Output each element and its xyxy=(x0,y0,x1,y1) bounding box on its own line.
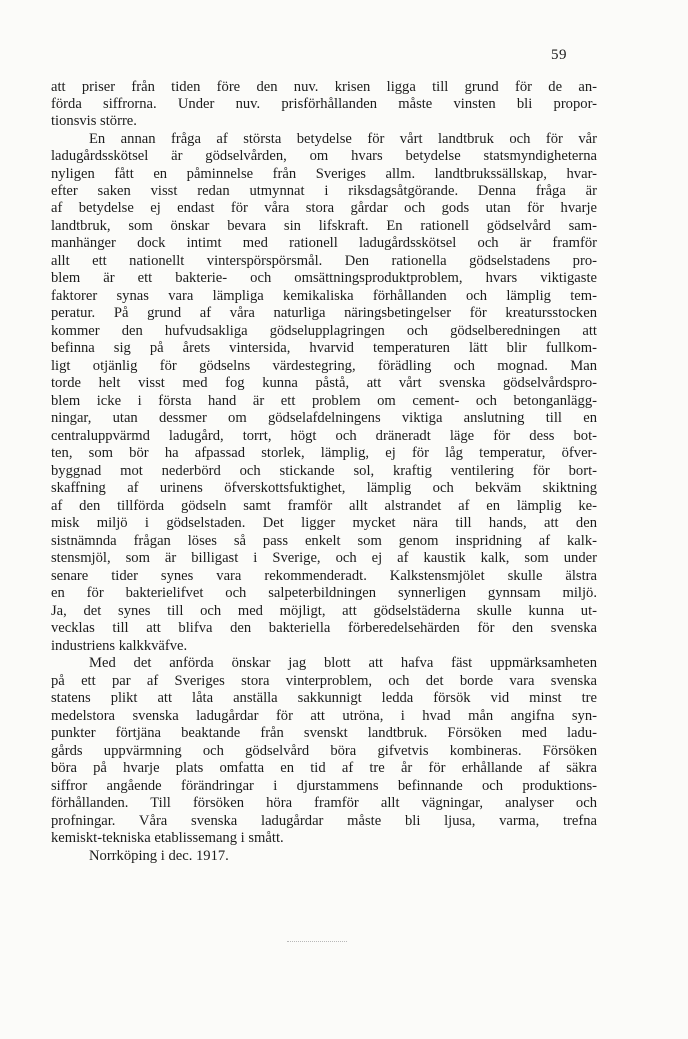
text-line: af den tillförda gödseln samt framför allt alstrandet af en lämplig ke- xyxy=(51,498,597,514)
page-number: 59 xyxy=(551,47,567,63)
text-line: vecklas till att blifva den bakteriella förberedelsehärden för den svenska xyxy=(51,620,597,636)
text-line: stensmjöl, som är billigast i Sverige, och ej af kaustik kalk, som under xyxy=(51,550,597,566)
text-line: nyligen fått en påminnelse från Sveriges allm. landtbrukssällskap, hvar- xyxy=(51,166,597,182)
text-line: manhänger dock intimt med rationell ladugårdsskötsel och är framför xyxy=(51,235,597,251)
text-line: punkter förtjäna beaktande från svenskt landtbruk. Försöken med ladu- xyxy=(51,725,597,741)
text-line: statens plikt att låta anställa sakkunnigt ledda försök vid minst tre xyxy=(51,690,597,706)
text-line: efter saken visst redan utmynnat i riksdagsåtgörande. Denna fråga är xyxy=(51,183,597,199)
text-line: profningar. Våra svenska ladugårdar måste bli ljusa, varma, trefna xyxy=(51,813,597,829)
text-line: peratur. På grund af våra naturliga näringsbetingelser för kreatursstocken xyxy=(51,305,597,321)
text-line: på ett par af Sveriges stora vinterproblem, och det borde vara svenska xyxy=(51,673,597,689)
text-line: gårds uppvärmning och gödselvård böra gifvetvis kombineras. Försöken xyxy=(51,743,597,759)
text-line: misk miljö i gödselstaden. Det ligger mycket nära till hands, att den xyxy=(51,515,597,531)
text-line: centraluppvärmd ladugård, torrt, högt och dräneradt läge för dess bot- xyxy=(51,428,597,444)
text-line: böra på hvarje plats omfatta en tid af tre år för erhållande af säkra xyxy=(51,760,597,776)
text-line: ten, som bör ha afpassad storlek, lämplig, ej för låg temperatur, öfver- xyxy=(51,445,597,461)
text-line: industriens kalkkväfve. xyxy=(51,638,188,654)
text-line: kommer den hufvudsakliga gödselupplagringen och gödselberedningen att xyxy=(51,323,597,339)
text-line: skaffning af urinens öfverskottsfuktighet, lämplig och bekväm skiktning xyxy=(51,480,597,496)
text-line: ladugårdsskötsel är gödselvården, om hvars betydelse statsmyndigheterna xyxy=(51,148,597,164)
text-line: ligt otjänlig för gödselns värdestegring, förädling och mognad. Man xyxy=(51,358,597,374)
text-line: tionsvis större. xyxy=(51,113,137,129)
text-line: torde helt visst med fog kunna påstå, att vårt svenska gödselvårdspro- xyxy=(51,375,597,391)
text-line: kemiskt-tekniska etablissemang i smått. xyxy=(51,830,284,846)
text-line: förhållanden. Till försöken höra framför allt vägningar, analyser och xyxy=(51,795,597,811)
paragraph-start: En annan fråga af största betydelse för vårt landtbruk och för vår xyxy=(89,131,597,147)
text-line: en för bakterielifvet och salpeterbildningen synnerligen gynnsam miljö. xyxy=(51,585,597,601)
text-line: senare tider synes vara rekommenderadt. Kalkstensmjölet skulle älstra xyxy=(51,568,597,584)
divider xyxy=(287,941,347,943)
text-line: medelstora svenska ladugårdar för att utröna, i hvad mån angifna syn- xyxy=(51,708,597,724)
text-line: siffror angående förändringar i djurstammens befinnande och produktions- xyxy=(51,778,597,794)
dateline: Norrköping i dec. 1917. xyxy=(89,848,229,864)
text-line: sistnämnda frågan löses så pass enkelt som genom inspridning af kalk- xyxy=(51,533,597,549)
text-line: af betydelse ej endast för våra stora gårdar och gods utan för hvarje xyxy=(51,200,597,216)
text-line: blem icke i första hand är ett problem om cement- och betonganlägg- xyxy=(51,393,597,409)
text-line: faktorer synas vara lämpliga kemikaliska förhållanden och lämplig tem- xyxy=(51,288,597,304)
text-line: förda siffrorna. Under nuv. prisförhållanden måste vinsten bli propor- xyxy=(51,96,597,112)
text-line: att priser från tiden före den nuv. krisen ligga till grund för de an- xyxy=(51,79,597,95)
text-line: landtbruk, som önskar bevara sin lifskraft. En rationell gödselvård sam- xyxy=(51,218,597,234)
text-line: allt ett nationellt vinterspörspörsmål. Den rationella gödselstadens pro- xyxy=(51,253,597,269)
text-line: byggnad mot nederbörd och stickande sol, kraftig ventilering för bort- xyxy=(51,463,597,479)
text-line: blem är ett bakterie- och omsättningsproduktproblem, hvars viktigaste xyxy=(51,270,597,286)
text-line: befinna sig på årets vintersida, hvarvid temperaturen lätt blir fullkom- xyxy=(51,340,597,356)
text-line: Ja, det synes till och med möjligt, att gödselstäderna skulle kunna ut- xyxy=(51,603,597,619)
text-line: ningar, utan dessmer om gödselafdelningens viktiga anslutning till en xyxy=(51,410,597,426)
paragraph-start: Med det anförda önskar jag blott att hafva fäst uppmärksamheten xyxy=(89,655,597,671)
